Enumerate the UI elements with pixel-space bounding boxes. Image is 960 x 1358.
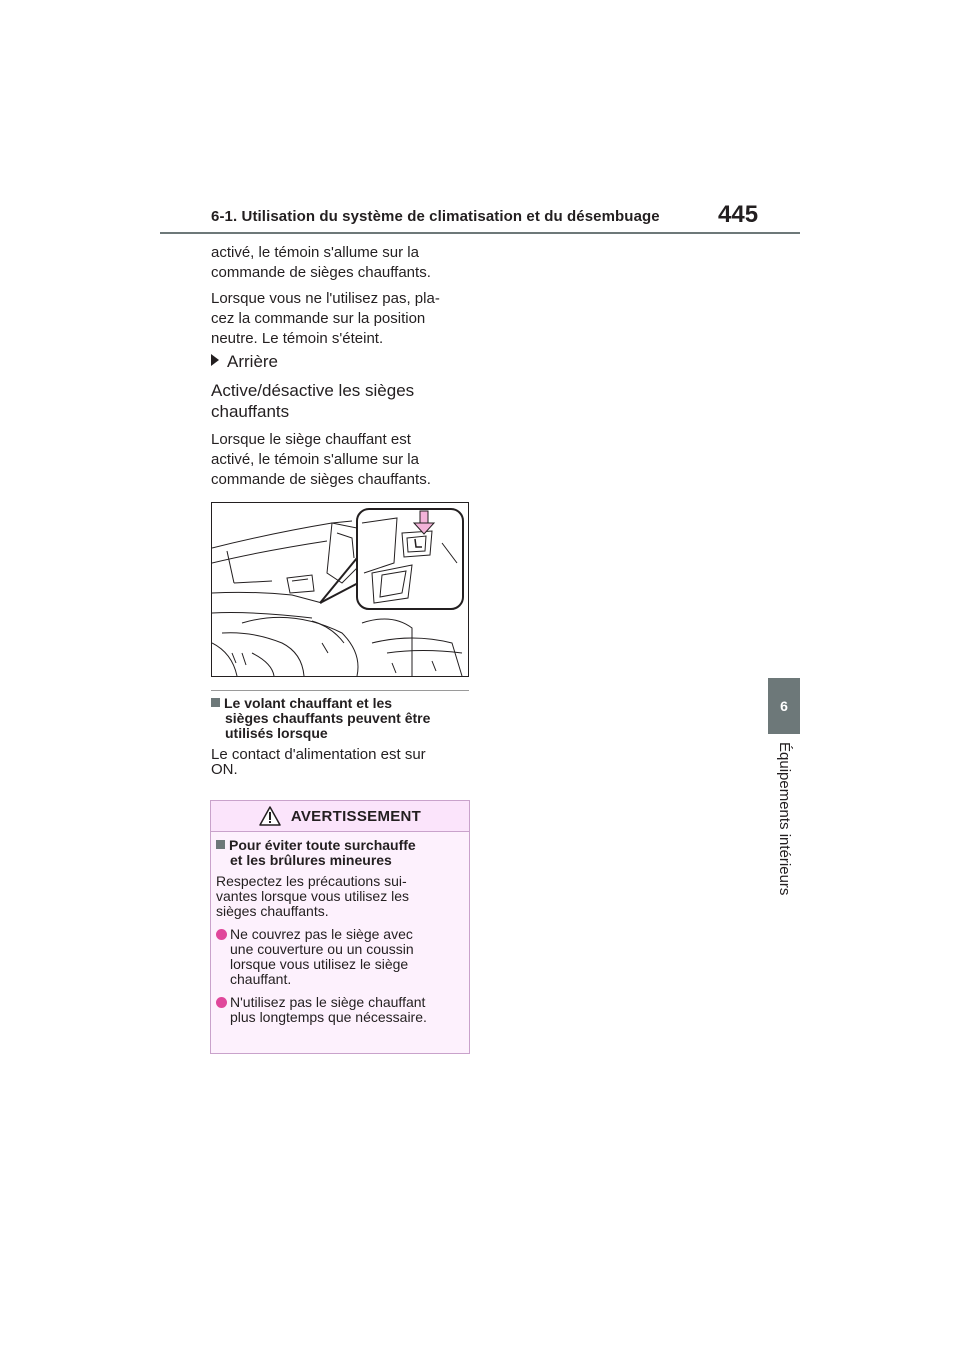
page-number: 445 (718, 201, 759, 228)
action-heading (211, 380, 469, 422)
text-line: et les brûlures mineures (230, 852, 392, 868)
rear-seat-heater-illustration (211, 502, 469, 677)
chapter-tab-label: Équipements intérieurs (776, 742, 793, 896)
triangle-bullet-icon (211, 354, 219, 366)
text-line: activé, le témoin s'allume sur la (211, 451, 419, 468)
warning-header (211, 801, 469, 832)
text-line: une couverture ou un coussin (230, 941, 414, 957)
warning-body (211, 832, 469, 1053)
warning-box (210, 800, 470, 1054)
text-line: Ne couvrez pas le siège avec (230, 926, 413, 942)
text-line: sièges chauffants. (216, 903, 329, 919)
text-line: N'utilisez pas le siège chauffant (230, 994, 426, 1010)
square-bullet-icon (211, 698, 220, 707)
text-line: activé, le témoin s'allume sur la (211, 244, 419, 261)
text-line: commande de sièges chauffants. (211, 264, 431, 281)
text-line: commande de sièges chauffants. (211, 471, 431, 488)
note-block (211, 696, 469, 777)
warning-bullet (216, 995, 464, 1025)
warning-bullet (216, 927, 464, 987)
text-line: Le contact d'alimentation est sur (211, 746, 426, 763)
subheading-rear (211, 351, 469, 372)
text-line: Lorsque vous ne l'utilisez pas, pla- (211, 290, 440, 307)
text-line: Lorsque le siège chauffant est (211, 431, 411, 448)
text-line: Pour éviter toute surchauffe (229, 837, 416, 853)
text-line: chauffant. (230, 971, 292, 987)
text-line: utilisés lorsque (225, 725, 328, 741)
text-line: Respectez les précautions sui- (216, 873, 407, 889)
chapter-tab-number[interactable]: 6 (768, 678, 800, 734)
warning-heading (216, 838, 464, 853)
header-rule (160, 232, 800, 234)
text-line: ON. (211, 761, 238, 778)
round-bullet-icon (216, 929, 227, 940)
text-line: lorsque vous utilisez le siège (230, 956, 409, 972)
text-line: cez la commande sur la position (211, 310, 426, 327)
note-heading (211, 696, 469, 711)
paragraph-rear-indicator (211, 430, 469, 490)
section-divider (211, 690, 469, 691)
paragraph-indicator-on (211, 243, 469, 283)
text-line: sièges chauffants peuvent être (225, 710, 431, 726)
section-title: 6-1. Utilisation du système de climatisation et du désembuage (211, 208, 660, 225)
square-bullet-icon (216, 840, 225, 849)
subheading-text: Arrière (227, 352, 279, 371)
car-interior-drawing (212, 503, 468, 676)
text-line: neutre. Le témoin s'éteint. (211, 330, 384, 347)
warning-title: AVERTISSEMENT (290, 807, 422, 825)
text-line: Le volant chauffant et les (224, 695, 393, 711)
text-line: plus longtemps que nécessaire. (230, 1009, 427, 1025)
round-bullet-icon (216, 997, 227, 1008)
paragraph-neutral (211, 289, 469, 349)
text-line: vantes lorsque vous utilisez les (216, 888, 409, 904)
text-line: Active/désactive les sièges (211, 381, 415, 400)
text-line: chauffants (211, 402, 290, 421)
warning-triangle-icon (259, 806, 281, 826)
